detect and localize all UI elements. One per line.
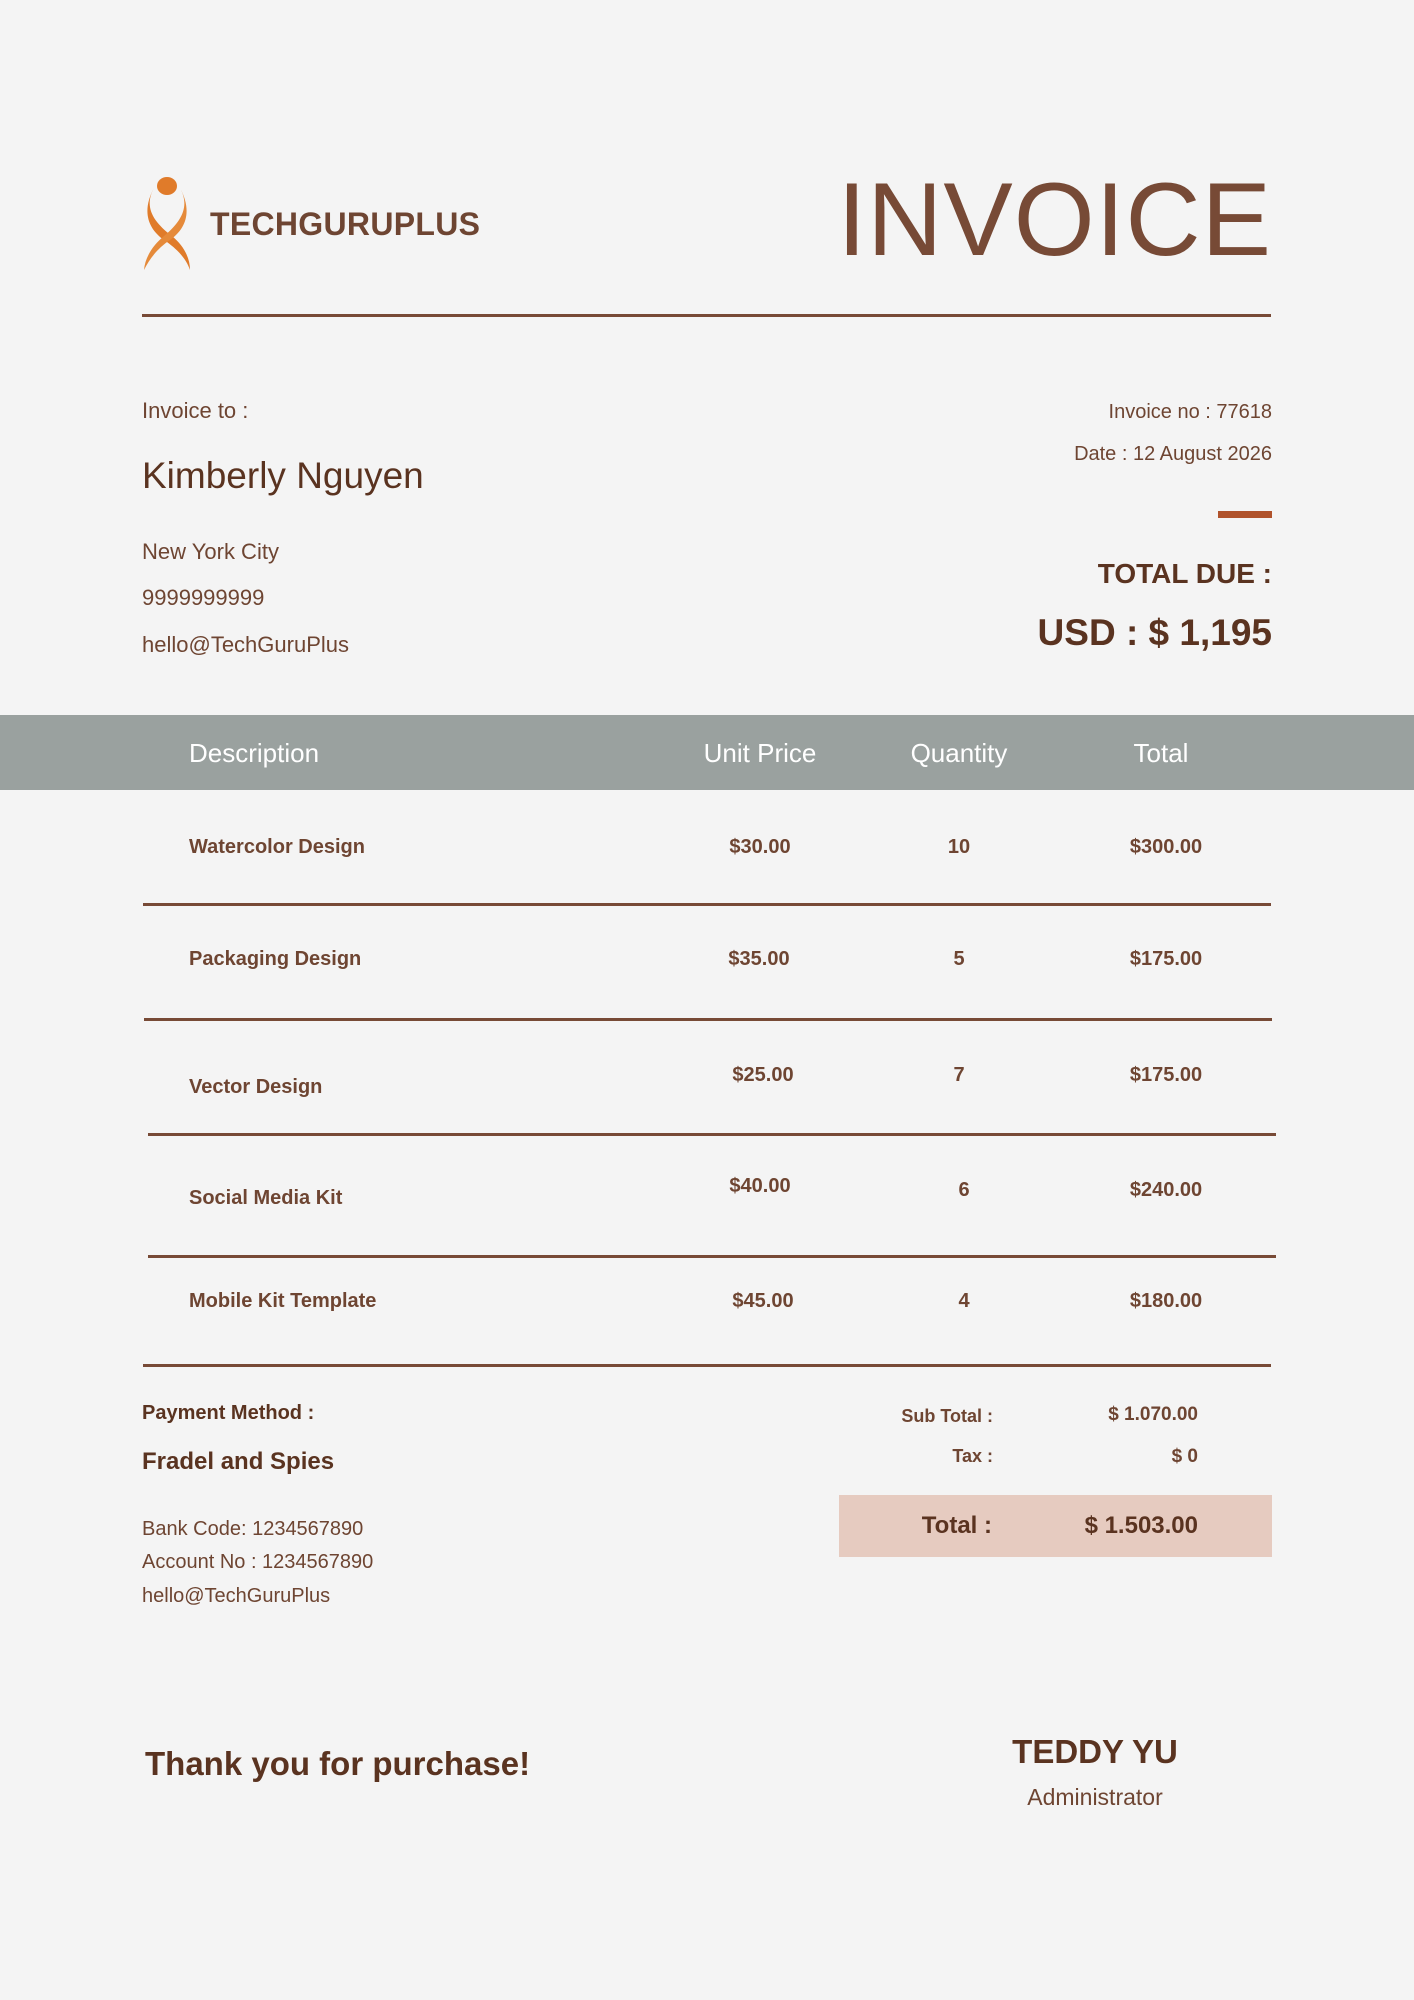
table-row-total: $240.00 bbox=[1129, 1179, 1203, 1201]
thank-you-message: Thank you for purchase! bbox=[145, 1745, 531, 1782]
header-unit-price: Unit Price bbox=[703, 738, 817, 768]
brand-name: TECHGURUPLUS bbox=[210, 205, 481, 242]
signer-role: Administrator bbox=[1027, 1784, 1163, 1810]
header-quantity: Quantity bbox=[910, 738, 1008, 768]
table-row-description: Mobile Kit Template bbox=[189, 1290, 377, 1312]
person-ribbon-logo-icon bbox=[142, 176, 192, 272]
page-title: INVOICE bbox=[837, 162, 1272, 278]
invoice-number: Invoice no : 77618 bbox=[1108, 401, 1272, 423]
bank-code: Bank Code: 1234567890 bbox=[142, 1518, 364, 1540]
tax-value: $ 0 bbox=[1171, 1446, 1198, 1467]
row-divider bbox=[143, 903, 1271, 906]
signer-name: TEDDY YU bbox=[1012, 1733, 1178, 1770]
table-row-total: $180.00 bbox=[1129, 1290, 1203, 1312]
subtotal-value: $ 1.070.00 bbox=[1108, 1404, 1198, 1425]
row-divider bbox=[144, 1018, 1272, 1021]
total-value: $ 1.503.00 bbox=[1084, 1512, 1198, 1539]
table-row-quantity: 4 bbox=[958, 1290, 970, 1312]
header-total: Total bbox=[1133, 738, 1189, 768]
table-row-description: Watercolor Design bbox=[189, 836, 365, 858]
table-row-quantity: 5 bbox=[953, 948, 965, 970]
table-row-unit-price: $25.00 bbox=[732, 1064, 794, 1086]
subtotal-label: Sub Total : bbox=[901, 1406, 993, 1426]
payment-method-label: Payment Method : bbox=[142, 1402, 315, 1424]
total-due-label: TOTAL DUE : bbox=[1097, 558, 1272, 589]
table-row-quantity: 10 bbox=[947, 836, 971, 858]
table-row-total: $300.00 bbox=[1129, 836, 1203, 858]
client-city: New York City bbox=[142, 539, 279, 564]
header-description: Description bbox=[189, 738, 320, 768]
accent-bar bbox=[1218, 511, 1272, 518]
table-row-total: $175.00 bbox=[1129, 1064, 1203, 1086]
table-row-unit-price: $35.00 bbox=[728, 948, 790, 970]
row-divider bbox=[148, 1133, 1276, 1136]
row-divider bbox=[143, 1364, 1271, 1367]
header-divider bbox=[142, 314, 1271, 317]
table-row-total: $175.00 bbox=[1129, 948, 1203, 970]
table-row-description: Vector Design bbox=[189, 1076, 323, 1098]
account-number: Account No : 1234567890 bbox=[142, 1551, 374, 1573]
invoice-date: Date : 12 August 2026 bbox=[1074, 443, 1272, 465]
table-row-quantity: 7 bbox=[953, 1064, 965, 1086]
payment-method-name: Fradel and Spies bbox=[142, 1448, 335, 1475]
brand bbox=[142, 176, 480, 272]
total-due-amount: USD : $ 1,195 bbox=[1037, 612, 1272, 653]
row-divider bbox=[148, 1255, 1276, 1258]
table-row-quantity: 6 bbox=[958, 1179, 970, 1201]
payment-email: hello@TechGuruPlus bbox=[142, 1585, 331, 1607]
table-row-unit-price: $40.00 bbox=[729, 1175, 791, 1197]
client-name: Kimberly Nguyen bbox=[142, 455, 424, 496]
tax-label: Tax : bbox=[952, 1446, 993, 1466]
table-row-unit-price: $45.00 bbox=[732, 1290, 794, 1312]
invoice-to-label: Invoice to : bbox=[142, 398, 249, 423]
table-row-unit-price: $30.00 bbox=[729, 836, 791, 858]
table-row-description: Packaging Design bbox=[189, 948, 362, 970]
total-label: Total : bbox=[921, 1512, 992, 1539]
table-row-description: Social Media Kit bbox=[189, 1187, 343, 1209]
client-email: hello@TechGuruPlus bbox=[142, 632, 349, 657]
client-phone: 9999999999 bbox=[142, 585, 265, 610]
